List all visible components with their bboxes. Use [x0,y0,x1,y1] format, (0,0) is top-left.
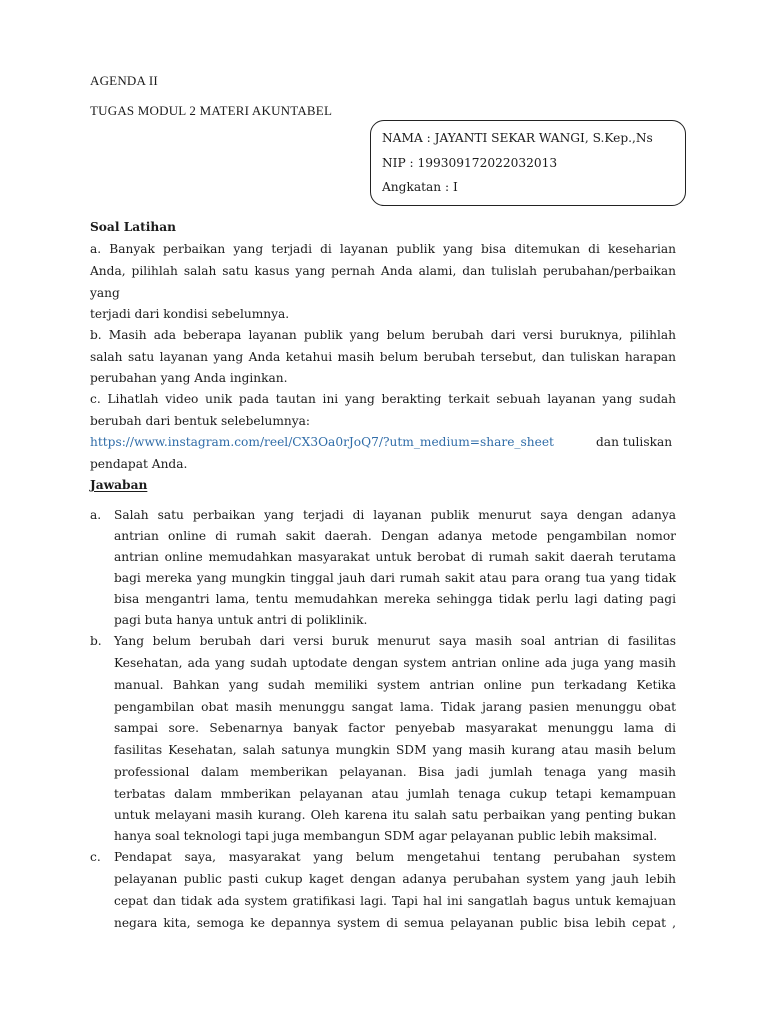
answer-a-line: bisa mengantri lama, tentu memudahkan mereka sehingga tidak perlu lagi dating pagi [114,592,676,606]
video-link[interactable]: https://www.instagram.com/reel/CX3Oa0rJoQ7/?utm_medium=share_sheet [90,435,554,449]
answer-c-marker: c. [90,850,101,864]
answer-c-line: pelayanan public pasti cukup kaget dengan adanya perubahan system yang jauh lebih [114,872,676,886]
identity-nip: NIP : 199309172022032013 [382,156,558,170]
answer-c-line: negara kita, semoga ke depannya system di semua pelayanan public bisa lebih cepat , [114,916,676,930]
answer-b-line: fasilitas Kesehatan, salah satunya mungkin SDM yang masih kurang atau masih belum [114,743,676,757]
answer-b-line: hanya soal teknologi tapi juga membangun SDM agar pelayanan public lebih maksimal. [114,829,658,843]
exercise-c-line: c. Lihatlah video unik pada tautan ini yang berakting terkait sebuah layanan yang sudah [90,392,676,406]
answers-title: Jawaban [90,478,148,492]
exercise-a-line: yang [90,286,120,300]
exercise-a-line: a. Banyak perbaikan yang terjadi di layanan publik yang bisa ditemukan di keseharian [90,242,676,256]
exercise-c-line: berubah dari bentuk selebelumnya: [90,414,311,428]
exercise-title: Soal Latihan [90,220,177,234]
answer-a-line: pagi buta hanya untuk antri di poliklinik. [114,613,368,627]
answer-b-marker: b. [90,634,102,648]
answer-b-line: manual. Bahkan yang sudah memiliki system antrian online pun terkadang Ketika [114,678,676,692]
answer-c-line: Pendapat saya, masyarakat yang belum mengetahui tentang perubahan system [114,850,676,864]
task-heading: TUGAS MODUL 2 MATERI AKUNTABEL [90,103,333,118]
exercise-b-line: salah satu layanan yang Anda ketahui masih belum berubah tersebut, dan tuliskan harapan [90,350,676,364]
exercise-b-line: perubahan yang Anda inginkan. [90,371,288,385]
answer-a-line: Salah satu perbaikan yang terjadi di layanan publik menurut saya dengan adanya [114,508,676,522]
answer-b-line: Kesehatan, ada yang sudah uptodate dengan system antrian online ada juga yang masih [114,656,676,670]
answer-c-line: cepat dan tidak ada system gratifikasi lagi. Tapi hal ini sangatlah bagus untuk kemajuan [114,894,676,908]
answer-b-line: professional dalam memberikan pelayanan. Bisa jadi jumlah tenaga yang masih [114,765,676,779]
answer-a-line: antrian online memudahkan masyarakat untuk berobat di rumah sakit daerah terutama [114,550,676,564]
answer-b-line: sampai sore. Sebenarnya banyak factor penyebab masyarakat menunggu lama di [114,721,676,735]
link-suffix: dan tuliskan [596,435,673,449]
answer-b-line: Yang belum berubah dari versi buruk menurut saya masih soal antrian di fasilitas [114,634,676,648]
answer-b-line: untuk melayani masih kurang. Oleh karena itu salah satu perbaikan yang penting bukan [114,808,676,822]
answer-a-marker: a. [90,508,102,522]
exercise-c-line: pendapat Anda. [90,457,188,471]
identity-name: NAMA : JAYANTI SEKAR WANGI, S.Kep.,Ns [382,131,653,145]
agenda-heading: AGENDA II [90,73,158,88]
identity-batch: Angkatan : I [382,180,458,194]
exercise-a-line: terjadi dari kondisi sebelumnya. [90,307,290,321]
exercise-a-line: Anda, pilihlah salah satu kasus yang pernah Anda alami, dan tulislah perubahan/perbaikan [90,264,676,278]
answer-a-line: bagi mereka yang mungkin tinggal jauh dari rumah sakit atau para orang tua yang tidak [114,571,676,585]
answer-b-line: pengambilan obat masih menunggu sangat lama. Tidak jarang pasien menunggu obat [114,700,676,714]
exercise-b-line: b. Masih ada beberapa layanan publik yang belum berubah dari versi buruknya, pilihlah [90,328,676,342]
answer-a-line: antrian online di rumah sakit daerah. Dengan adanya metode pengambilan nomor [114,529,676,543]
answer-b-line: terbatas dalam mmberikan pelayanan atau jumlah tenaga cukup tetapi kemampuan [114,787,676,801]
